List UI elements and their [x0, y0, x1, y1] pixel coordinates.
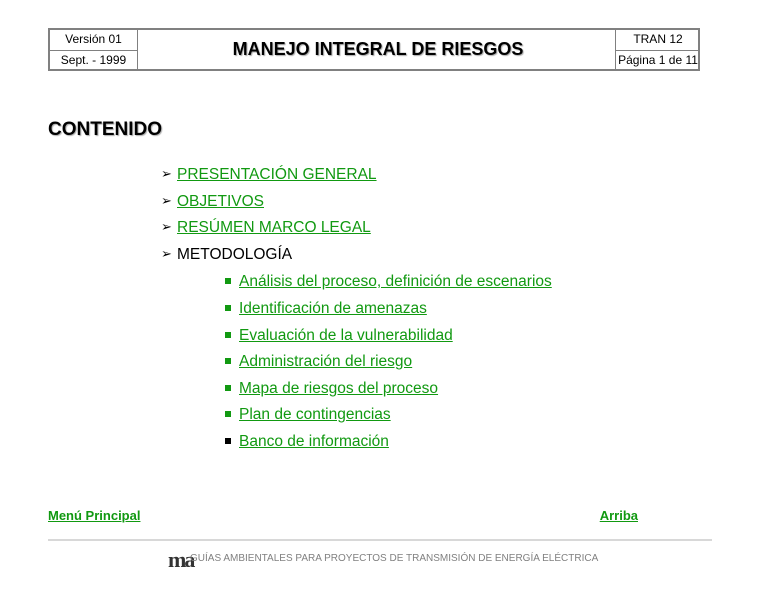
sub-list-item	[239, 433, 389, 451]
divider	[50, 50, 137, 51]
square-bullet-icon	[225, 358, 231, 364]
list-item	[161, 246, 293, 264]
list-item	[161, 219, 371, 237]
section-heading: CONTENIDO	[48, 119, 162, 140]
square-bullet-icon	[225, 305, 231, 311]
square-bullet-icon	[225, 438, 231, 444]
square-bullet-icon	[225, 411, 231, 417]
arrow-bullet-icon: ➢	[161, 193, 172, 208]
arrow-bullet-icon: ➢	[161, 219, 172, 234]
arrow-bullet-icon: ➢	[161, 166, 172, 181]
square-bullet-icon	[225, 332, 231, 338]
footer-text: GUÍAS AMBIENTALES PARA PROYECTOS DE TRANSMISIÓN DE ENERGÍA ELÉCTRICA	[190, 553, 599, 564]
link-administracion-riesgo[interactable]: Administración del riesgo	[239, 353, 413, 370]
link-marco-legal[interactable]: RESÚMEN MARCO LEGAL	[177, 219, 371, 236]
page-title: MANEJO INTEGRAL DE RIESGOS	[232, 39, 524, 59]
sub-list-item	[239, 300, 427, 318]
link-analisis-proceso[interactable]: Análisis del proceso, definición de escenarios	[239, 273, 552, 290]
divider	[615, 50, 700, 51]
divider	[137, 30, 138, 69]
main-menu-link[interactable]: Menú Principal	[48, 508, 141, 523]
link-mapa-riesgos[interactable]: Mapa de riesgos del proceso	[239, 380, 439, 397]
ma-logo: ma	[168, 547, 194, 572]
square-bullet-icon	[225, 278, 231, 284]
header-box	[48, 28, 700, 71]
sub-list-item	[239, 327, 453, 345]
link-evaluacion-vulnerabilidad[interactable]: Evaluación de la vulnerabilidad	[239, 327, 453, 344]
arrow-bullet-icon: ➢	[161, 246, 172, 261]
list-item	[161, 166, 377, 184]
footer-divider	[48, 539, 712, 541]
link-presentacion-general[interactable]: PRESENTACIÓN GENERAL	[177, 166, 377, 183]
date-label: Sept. - 1999	[60, 53, 127, 67]
top-link[interactable]: Arriba	[599, 508, 638, 523]
document-code: TRAN 12	[633, 32, 683, 46]
version-label: Versión 01	[65, 32, 122, 46]
link-identificacion-amenazas[interactable]: Identificación de amenazas	[239, 300, 427, 317]
sub-list-item	[239, 380, 438, 398]
sub-list-item	[239, 273, 552, 291]
link-banco-informacion[interactable]: Banco de información	[239, 433, 389, 450]
square-bullet-icon	[225, 385, 231, 391]
list-item	[161, 193, 264, 211]
metodologia-label: METODOLOGÍA	[177, 246, 293, 263]
link-objetivos[interactable]: OBJETIVOS	[177, 193, 264, 210]
page-number: Página 1 de 11	[618, 53, 698, 67]
sub-list-item	[239, 353, 412, 371]
sub-list-item	[239, 406, 391, 424]
link-plan-contingencias[interactable]: Plan de contingencias	[239, 406, 391, 423]
